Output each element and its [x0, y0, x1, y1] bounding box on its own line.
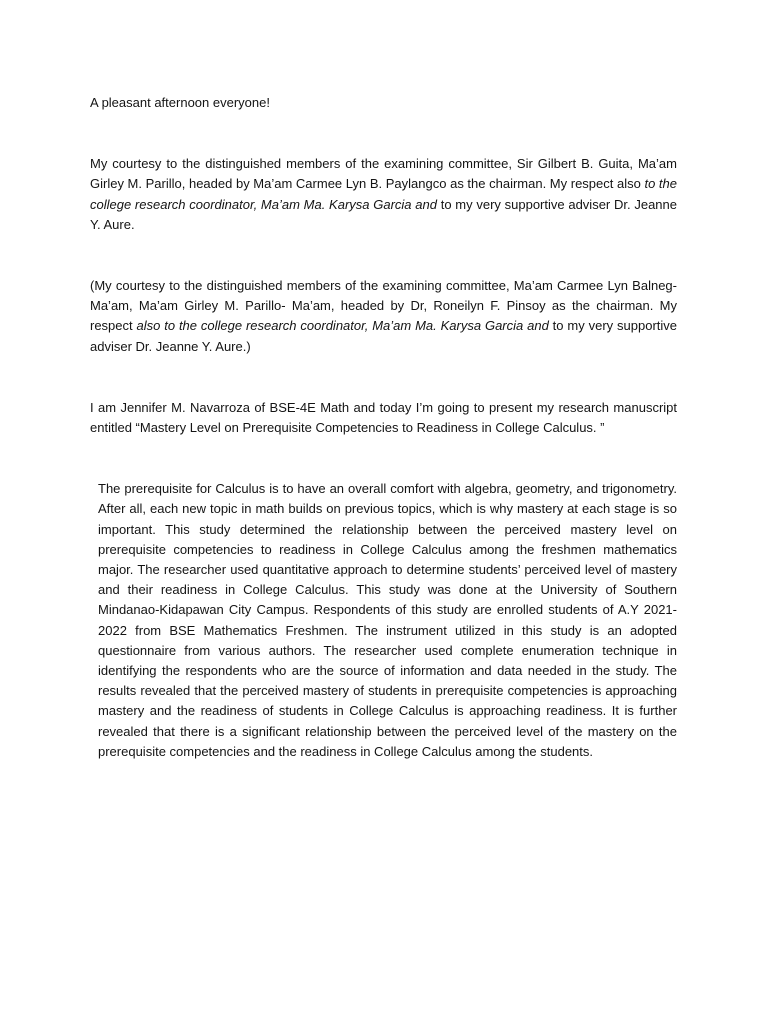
- document-body: [90, 93, 677, 762]
- alt-courtesy-text-end: to my very supportive adviser Dr. Jeanne Y. Aure.): [90, 318, 678, 354]
- courtesy-text-start: My courtesy to the distinguished members of the examining committee, Sir Gilbert B. Guita, Ma’am Girley M. Parillo, headed by Ma’am Carmee Lyn B. Paylangco as the chairman. My respect also: [90, 156, 677, 192]
- introduction-paragraph: I am Jennifer M. Navarroza of BSE-4E Math and today I’m going to present my research manuscript entitled “Mastery Level on Prerequisite Competencies to Readiness in College Calculus. ”: [90, 399, 677, 436]
- alt-courtesy-text-italic: also to the college research coordinator, Ma’am Ma. Karysa Garcia and: [136, 318, 549, 334]
- courtesy-text-italic: to the college research coordinator, Ma’am Ma. Karysa Garcia and: [90, 176, 677, 212]
- greeting-line: A pleasant afternoon everyone!: [90, 95, 270, 110]
- courtesy-paragraph: [90, 154, 677, 235]
- alternate-courtesy-paragraph: [90, 276, 677, 357]
- alt-courtesy-text-start: (My courtesy to the distinguished members of the examining committee, Ma’am Carmee Lyn Balneg- Ma’am, Ma’am Girley M. Parillo- Ma’am, headed by Dr, Roneilyn F. Pinsoy as the chairman. My respect: [90, 278, 677, 334]
- courtesy-text-end: to my very supportive adviser Dr. Jeanne Y. Aure.: [90, 196, 677, 232]
- abstract-paragraph: The prerequisite for Calculus is to have an overall comfort with algebra, geometry, and trigonometry. After all, each new topic in math builds on previous topics, which is why mastery at each stage is so important. This study determined the relationship between the perceived mastery level on prerequisite competencies to readiness in College Calculus among the freshmen mathematics major. The researcher used quantitative approach to determine students’ perceived level of mastery and their readiness in College Calculus. This study was done at the University of Southern Mindanao-Kidapawan City Campus. Respondents of this study are enrolled students of A.Y 2021-2022 from BSE Mathematics Freshmen. The instrument utilized in this study is an adopted questionnaire from various authors. The researcher used complete enumeration technique in identifying the respondents who are the source of information and data needed in the study. The results revealed that the perceived mastery of students in prerequisite competencies is approaching mastery and the readiness of students in College Calculus is approaching readiness. It is further revealed that there is a significant relationship between the perceived level of the mastery on the prerequisite competencies and the readiness in College Calculus among the students.: [98, 481, 677, 759]
